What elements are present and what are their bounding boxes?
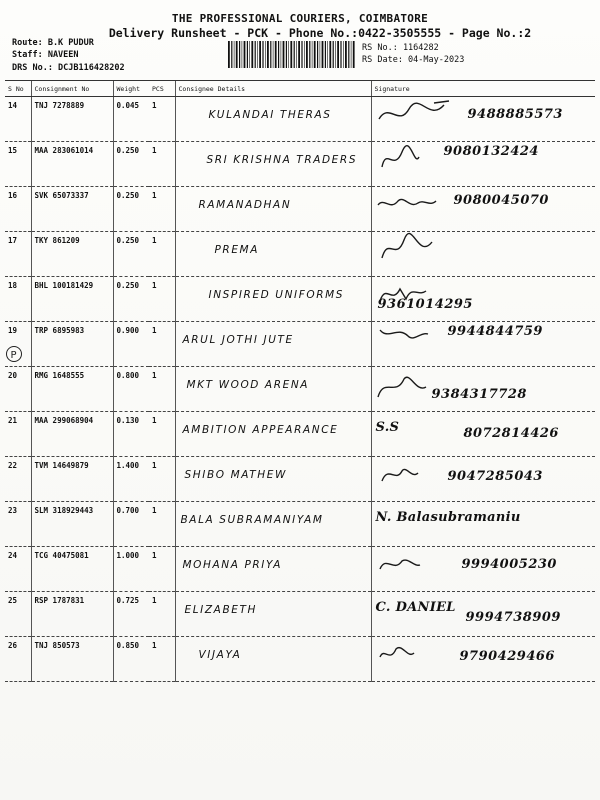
barcode-bar <box>234 41 235 68</box>
row-consignee-cell <box>175 187 371 232</box>
barcode-bar <box>348 41 349 68</box>
signature-area <box>372 592 596 632</box>
barcode-bar <box>259 41 261 68</box>
company-title: THE PROFESSIONAL COURIERS, COIMBATORE <box>171 12 429 25</box>
row-consignment-no: SVK 65073337 <box>31 187 113 232</box>
row-sno: 16 <box>5 187 31 232</box>
row-sno: 26 <box>5 637 31 682</box>
consignee-name: VIJAYA <box>198 649 242 661</box>
barcode-bar <box>247 41 248 68</box>
barcode-bar <box>340 41 341 68</box>
col-consignment: Consignment No <box>31 81 113 97</box>
signature-area <box>372 367 596 407</box>
table-row <box>5 187 595 232</box>
barcode-bar <box>333 41 334 68</box>
staff-label: Staff: NAVEEN <box>12 50 79 60</box>
row-pcs: 1 <box>149 412 175 457</box>
row-pcs: 1 <box>149 142 175 187</box>
signature-area <box>372 547 596 587</box>
row-consignee-cell <box>175 322 371 367</box>
row-weight: 1.400 <box>113 457 149 502</box>
signature-phone: 9080045070 <box>453 193 549 208</box>
barcode-bar <box>283 41 285 68</box>
barcode-bar <box>228 41 230 68</box>
table-row <box>5 367 595 412</box>
barcode-bar <box>273 41 274 68</box>
barcode-bar <box>239 41 240 68</box>
row-pcs: 1 <box>149 322 175 367</box>
route-label: Route: B.K PUDUR <box>12 38 94 48</box>
barcode-bar <box>325 41 326 68</box>
row-signature-cell <box>371 142 595 187</box>
barcode-bar <box>317 41 318 68</box>
row-sno: 21 <box>5 412 31 457</box>
barcode-bar <box>275 41 277 68</box>
row-consignment-no: MAA 283061014 <box>31 142 113 187</box>
signature-area <box>372 142 596 182</box>
row-weight: 0.250 <box>113 142 149 187</box>
delivery-table <box>5 80 595 682</box>
row-consignee-cell <box>175 547 371 592</box>
table-row <box>5 322 595 367</box>
row-sno: 19 <box>5 322 31 367</box>
row-consignee-cell <box>175 142 371 187</box>
row-consignment-no: RSP 1787831 <box>31 592 113 637</box>
row-pcs: 1 <box>149 637 175 682</box>
barcode-bar <box>255 41 256 68</box>
barcode-bar <box>286 41 287 68</box>
row-sno: 22 <box>5 457 31 502</box>
row-pcs: 1 <box>149 592 175 637</box>
signature-phone: 9384317728 <box>431 387 527 402</box>
consignee-name: KULANDAI THERAS <box>208 109 332 121</box>
handwritten-signature-mark <box>374 232 504 268</box>
row-weight: 0.725 <box>113 592 149 637</box>
row-consignment-no: MAA 299068904 <box>31 412 113 457</box>
row-pcs: 1 <box>149 367 175 412</box>
barcode-bar <box>278 41 279 68</box>
barcode-bar <box>262 41 263 68</box>
consignee-name: INSPIRED UNIFORMS <box>208 289 345 301</box>
row-weight: 1.000 <box>113 547 149 592</box>
row-signature-cell <box>371 637 595 682</box>
row-consignee-cell <box>175 232 371 277</box>
row-consignee-cell <box>175 412 371 457</box>
barcode-bar <box>294 41 295 68</box>
table-row <box>5 142 595 187</box>
row-consignment-no: TNJ 7278889 <box>31 97 113 142</box>
row-consignment-no: TRP 6895983 <box>31 322 113 367</box>
signature-area <box>372 412 596 452</box>
row-sno: 24 <box>5 547 31 592</box>
barcode-bar <box>343 41 344 68</box>
row-sno: 15 <box>5 142 31 187</box>
barcode-bar <box>236 41 238 68</box>
table-row <box>5 592 595 637</box>
table-row <box>5 412 595 457</box>
rs-number: RS No.: 1164282 <box>362 43 439 53</box>
table-header-row <box>5 81 595 97</box>
barcode-image <box>228 41 356 68</box>
barcode-bar <box>244 41 246 68</box>
barcode-bar <box>345 41 347 68</box>
row-signature-cell <box>371 277 595 322</box>
signature-area <box>372 277 596 317</box>
barcode-bar <box>327 41 328 68</box>
barcode-bar <box>231 41 232 68</box>
row-pcs: 1 <box>149 457 175 502</box>
row-consignment-no: TNJ 850573 <box>31 637 113 682</box>
row-pcs: 1 <box>149 277 175 322</box>
row-pcs: 1 <box>149 232 175 277</box>
row-weight: 0.900 <box>113 322 149 367</box>
row-weight: 0.250 <box>113 277 149 322</box>
row-consignee-cell <box>175 637 371 682</box>
col-pcs: PCS <box>149 81 175 97</box>
row-pcs: 1 <box>149 502 175 547</box>
barcode-bar <box>267 41 269 68</box>
row-sno: 18 <box>5 277 31 322</box>
row-weight: 0.850 <box>113 637 149 682</box>
runsheet-subtitle: Delivery Runsheet - PCK - Phone No.:0422-3505555 - Page No.:2 <box>108 26 532 40</box>
rs-info <box>362 42 464 66</box>
table-row <box>5 547 595 592</box>
row-weight: 0.250 <box>113 232 149 277</box>
consignee-name: AMBITION APPEARANCE <box>182 424 339 436</box>
row-signature-cell <box>371 592 595 637</box>
barcode-bar <box>249 41 250 68</box>
signature-area <box>372 502 596 542</box>
table-row <box>5 457 595 502</box>
signature-phone: 8072814426 <box>463 426 559 441</box>
signature-name: C. DANIEL <box>375 600 456 615</box>
row-consignee-cell <box>175 502 371 547</box>
row-weight: 0.250 <box>113 187 149 232</box>
row-pcs: 1 <box>149 187 175 232</box>
row-sno: 17 <box>5 232 31 277</box>
row-sno: 25 <box>5 592 31 637</box>
consignee-name: SRI KRISHNA TRADERS <box>206 154 358 166</box>
row-pcs: 1 <box>149 97 175 142</box>
row-signature-cell <box>371 97 595 142</box>
row-consignment-no: TCG 40475081 <box>31 547 113 592</box>
barcode-bar <box>337 41 339 68</box>
barcode-bar <box>270 41 271 68</box>
row-consignee-cell <box>175 592 371 637</box>
row-weight: 0.700 <box>113 502 149 547</box>
barcode-bar <box>329 41 331 68</box>
consignee-name: SHIBO MATHEW <box>184 469 287 481</box>
row-sno: 20 <box>5 367 31 412</box>
row-consignment-no: SLM 318929443 <box>31 502 113 547</box>
signature-phone: 9361014295 <box>377 297 473 312</box>
row-sno: 23 <box>5 502 31 547</box>
consignee-name: MKT WOOD ARENA <box>186 379 310 391</box>
row-signature-cell <box>371 412 595 457</box>
barcode-bar <box>312 41 313 68</box>
consignee-name: RAMANADHAN <box>198 199 292 211</box>
row-signature-cell <box>371 502 595 547</box>
signature-area <box>372 637 596 677</box>
barcode-bar <box>281 41 282 68</box>
row-consignee-cell <box>175 457 371 502</box>
row-weight: 0.130 <box>113 412 149 457</box>
table-row <box>5 277 595 322</box>
row-signature-cell <box>371 367 595 412</box>
row-sno: 14 <box>5 97 31 142</box>
barcode-bar <box>353 41 355 68</box>
barcode-bar <box>251 41 253 68</box>
row-consignment-no: BHL 100181429 <box>31 277 113 322</box>
signature-phone: 9944844759 <box>447 324 543 339</box>
signature-name: N. Balasubramaniu <box>375 510 521 525</box>
barcode-bar <box>314 41 316 68</box>
row-signature-cell <box>371 187 595 232</box>
barcode-bar <box>301 41 302 68</box>
barcode-bar <box>309 41 310 68</box>
col-consignee: Consignee Details <box>175 81 371 97</box>
row-consignee-cell <box>175 367 371 412</box>
barcode-bar <box>335 41 336 68</box>
barcode-bar <box>265 41 266 68</box>
row-signature-cell <box>371 232 595 277</box>
signature-phone: 9790429466 <box>459 649 555 664</box>
row-consignment-no: RMG 1648555 <box>31 367 113 412</box>
signature-phone: 9080132424 <box>443 144 539 159</box>
rs-date: RS Date: 04-May-2023 <box>362 55 465 65</box>
consignee-name: PREMA <box>214 244 260 256</box>
barcode-bar <box>304 41 305 68</box>
signature-phone: 9994738909 <box>465 610 561 625</box>
svg-text:P: P <box>10 350 17 361</box>
row-consignment-no: TVM 14649879 <box>31 457 113 502</box>
table-row <box>5 502 595 547</box>
col-sno: S No <box>5 81 31 97</box>
circled-p-mark <box>5 345 23 363</box>
table-row <box>5 232 595 277</box>
barcode-bar <box>351 41 352 68</box>
col-signature: Signature <box>371 81 595 97</box>
signature-phone: 9488885573 <box>467 107 563 122</box>
signature-name: S.S <box>375 420 400 435</box>
row-consignee-cell <box>175 277 371 322</box>
barcode-bar <box>257 41 258 68</box>
signature-area <box>372 187 596 227</box>
row-consignee-cell <box>175 97 371 142</box>
signature-area <box>372 457 596 497</box>
row-signature-cell <box>371 322 595 367</box>
barcode-bar <box>242 41 243 68</box>
row-signature-cell <box>371 547 595 592</box>
barcode-bar <box>288 41 289 68</box>
signature-area <box>372 232 596 272</box>
signature-area <box>372 97 596 137</box>
barcode-bar <box>298 41 300 68</box>
col-weight: Weight <box>113 81 149 97</box>
row-weight: 0.045 <box>113 97 149 142</box>
signature-area <box>372 322 596 362</box>
barcode-bar <box>320 41 321 68</box>
consignee-name: ELIZABETH <box>184 604 258 616</box>
table-row <box>5 97 595 142</box>
consignee-name: MOHANA PRIYA <box>182 559 282 571</box>
drs-number: DRS No.: DCJB116428202 <box>12 63 125 73</box>
consignee-name: ARUL JOTHI JUTE <box>182 334 294 346</box>
row-consignment-no: TKY 861209 <box>31 232 113 277</box>
row-signature-cell <box>371 457 595 502</box>
table-row <box>5 637 595 682</box>
row-pcs: 1 <box>149 547 175 592</box>
signature-phone: 9994005230 <box>461 557 557 572</box>
barcode-bar <box>296 41 297 68</box>
barcode-bar <box>322 41 324 68</box>
row-weight: 0.800 <box>113 367 149 412</box>
signature-phone: 9047285043 <box>447 469 543 484</box>
consignee-name: BALA SUBRAMANIYAM <box>180 514 324 526</box>
barcode-bar <box>290 41 292 68</box>
barcode-bar <box>306 41 308 68</box>
